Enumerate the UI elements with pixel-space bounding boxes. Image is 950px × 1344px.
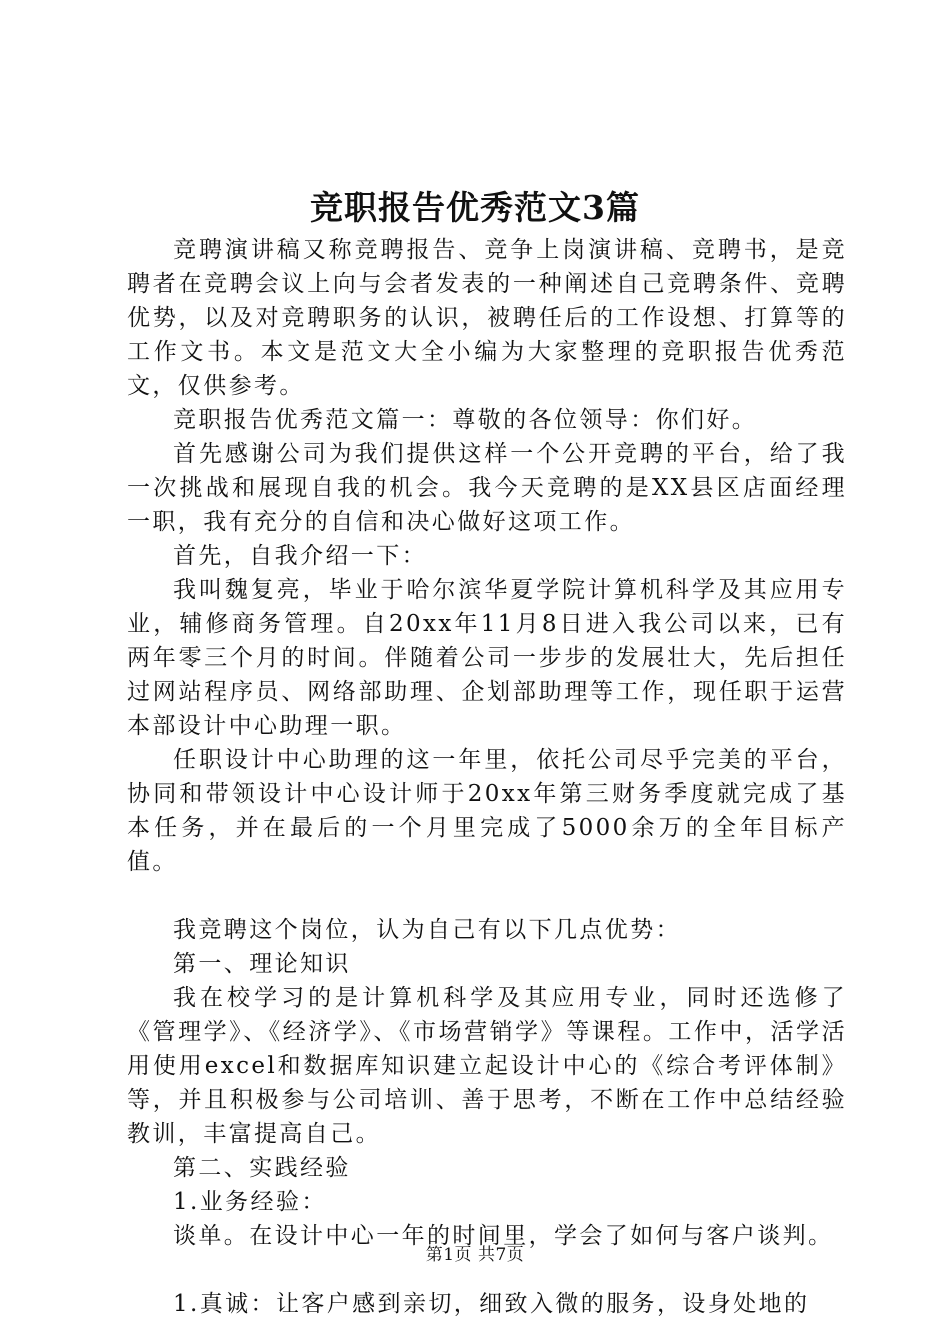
subheading-business: 1.业务经验： — [173, 1189, 327, 1215]
paragraph-theory: 我在校学习的是计算机科学及其应用专业，同时还选修了《管理学》、《经济学》、《市场营销学》等课程。工作中，活学活用使用excel和数据库知识建立起设计中心的《综合考评体制》等，并且积极参与公司培训、善于思考，不断在工作中总结经验教训，丰富提高自己。 — [127, 985, 847, 1147]
section-heading-theory: 第一、理论知识 — [173, 951, 351, 977]
paragraph-achievement: 任职设计中心助理的这一年里，依托公司尽乎完美的平台，协同和带领设计中心设计师于20xx年第三财务季度就完成了基本任务，并在最后的一个月里完成了5000余万的全年目标产值。 — [127, 747, 847, 875]
paragraph-advantages: 我竞聘这个岗位，认为自己有以下几点优势： — [173, 917, 681, 943]
paragraph-self-intro: 我叫魏复亮，毕业于哈尔滨华夏学院计算机科学及其应用专业，辅修商务管理。自20xx年11月8日进入我公司以来，已有两年零三个月的时间。伴随着公司一步步的发展壮大，先后担任过网站程序员、网络部助理、企划部助理等工作，现任职于运营本部设计中心助理一职。 — [127, 577, 847, 739]
paragraph-thanks: 首先感谢公司为我们提供这样一个公开竞聘的平台，给了我一次挑战和展现自我的机会。我今天竞聘的是XX县区店面经理一职，我有充分的自信和决心做好这项工作。 — [127, 441, 847, 535]
paragraph-intro: 竞聘演讲稿又称竞聘报告、竞争上岗演讲稿、竞聘书，是竞聘者在竞聘会议上向与会者发表的一种阐述自己竞聘条件、竞聘优势，以及对竞聘职务的认识，被聘任后的工作设想、打算等的工作文书。本文是范文大全小编为大家整理的竞职报告优秀范文，仅供参考。 — [127, 237, 847, 399]
document-title: 竞职报告优秀范文3篇 — [310, 188, 640, 227]
paragraph-negotiation: 谈单。在设计中心一年的时间里，学会了如何与客户谈判。 — [173, 1223, 834, 1249]
page-footer: 第1页 共7页 — [425, 1245, 525, 1265]
paragraph-greeting: 竞职报告优秀范文篇一：尊敬的各位领导：你们好。 — [173, 407, 758, 433]
paragraph-self-intro-heading: 首先，自我介绍一下： — [173, 543, 427, 569]
section-heading-practice: 第二、实践经验 — [173, 1155, 351, 1181]
document-body — [127, 233, 847, 1321]
paragraph-sincerity: 1.真诚：让客户感到亲切，细致入微的服务，设身处地的 — [173, 1291, 810, 1317]
